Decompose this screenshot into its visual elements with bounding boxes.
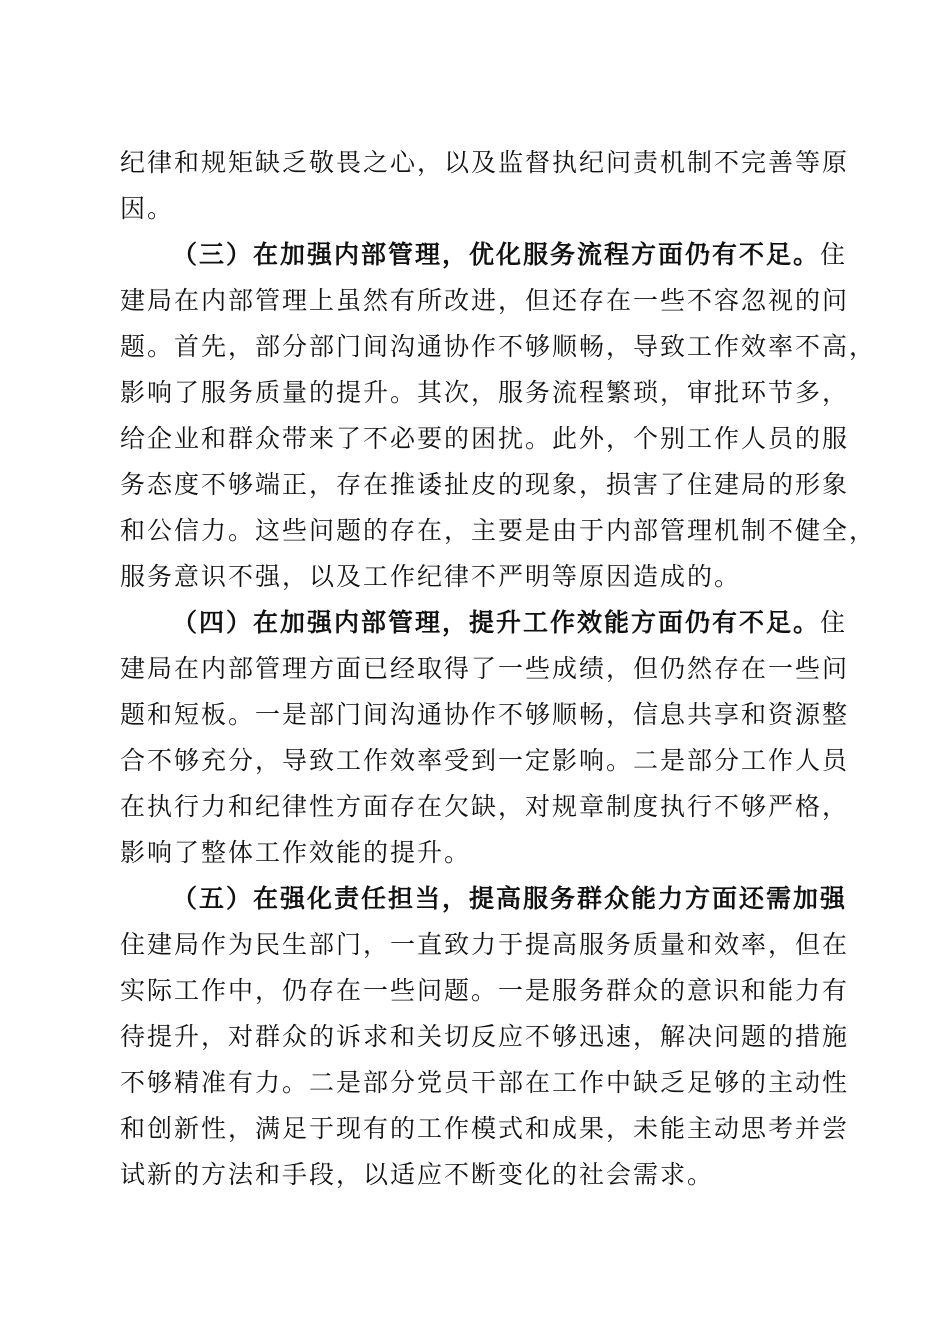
body-text: 试新的方法和手段，以适应不断变化的社会需求。: [120, 1160, 715, 1189]
body-line: [120, 278, 850, 324]
document-page: [120, 140, 877, 1198]
body-line: [120, 554, 832, 600]
body-text: 住建局作为民生部门，一直致力于提高服务质量和效率，但在: [120, 930, 850, 959]
body-text: 因。: [120, 194, 175, 223]
body-text: 在执行力和纪律性方面存在欠缺，对规章制度执行不够严格，: [120, 792, 850, 821]
body-line: [120, 140, 850, 186]
body-text: 实际工作中，仍存在一些问题。一是服务群众的意识和能力有: [120, 976, 850, 1005]
body-text: 影响了服务质量的提升。其次，服务流程繁琐，审批环节多，: [120, 378, 850, 407]
body-line: [120, 738, 850, 784]
body-text: 住: [820, 240, 848, 269]
body-text: 建局在内部管理上虽然有所改进，但还存在一些不容忽视的问: [120, 286, 850, 315]
body-text: 和创新性，满足于现有的工作模式和成果，未能主动思考并尝: [120, 1114, 850, 1143]
body-text: 建局在内部管理方面已经取得了一些成绩，但仍然存在一些问: [120, 654, 850, 683]
body-line: [120, 922, 850, 968]
section-heading-4: （四）在加强内部管理，提升工作效能方面仍有不足。: [172, 608, 821, 637]
body-text: 待提升，对群众的诉求和关切反应不够迅速，解决问题的措施: [120, 1022, 850, 1051]
body-line: [120, 416, 850, 462]
section-heading-3: （三）在加强内部管理，优化服务流程方面仍有不足。: [172, 240, 821, 269]
section-heading-line: [120, 232, 848, 278]
body-text: 题和短板。一是部门间沟通协作不够顺畅，信息共享和资源整: [120, 700, 850, 729]
body-line: [120, 1152, 832, 1198]
body-line: [120, 508, 877, 554]
section-heading-5: （五）在强化责任担当，提高服务群众能力方面还需加强: [172, 884, 848, 913]
body-line: [120, 1014, 850, 1060]
body-text: 给企业和群众带来了不必要的困扰。此外，个别工作人员的服: [120, 424, 850, 453]
section-heading-line: [120, 876, 848, 922]
body-text: 不够精准有力。二是部分党员干部在工作中缺乏足够的主动性: [120, 1068, 850, 1097]
body-line: [120, 1106, 850, 1152]
body-line: [120, 968, 850, 1014]
body-text: 纪律和规矩缺乏敬畏之心，以及监督执纪问责机制不完善等原: [120, 148, 850, 177]
body-line: [120, 692, 850, 738]
body-line: [120, 186, 832, 232]
body-line: [120, 1060, 850, 1106]
body-line: [120, 462, 850, 508]
body-text: 服务意识不强，以及工作纪律不严明等原因造成的。: [120, 562, 742, 591]
body-text: 务态度不够端正，存在推诿扯皮的现象，损害了住建局的形象: [120, 470, 850, 499]
body-text: 影响了整体工作效能的提升。: [120, 838, 472, 867]
section-heading-line: [120, 600, 848, 646]
body-line: [120, 784, 850, 830]
body-text: 题。首先，部分部门间沟通协作不够顺畅，导致工作效率不高，: [120, 332, 877, 361]
body-line: [120, 324, 877, 370]
body-line: [120, 370, 850, 416]
body-text: 住: [820, 608, 848, 637]
body-line: [120, 830, 832, 876]
body-line: [120, 646, 850, 692]
body-text: 合不够充分，导致工作效率受到一定影响。二是部分工作人员: [120, 746, 850, 775]
body-text: 和公信力。这些问题的存在，主要是由于内部管理机制不健全，: [120, 516, 877, 545]
